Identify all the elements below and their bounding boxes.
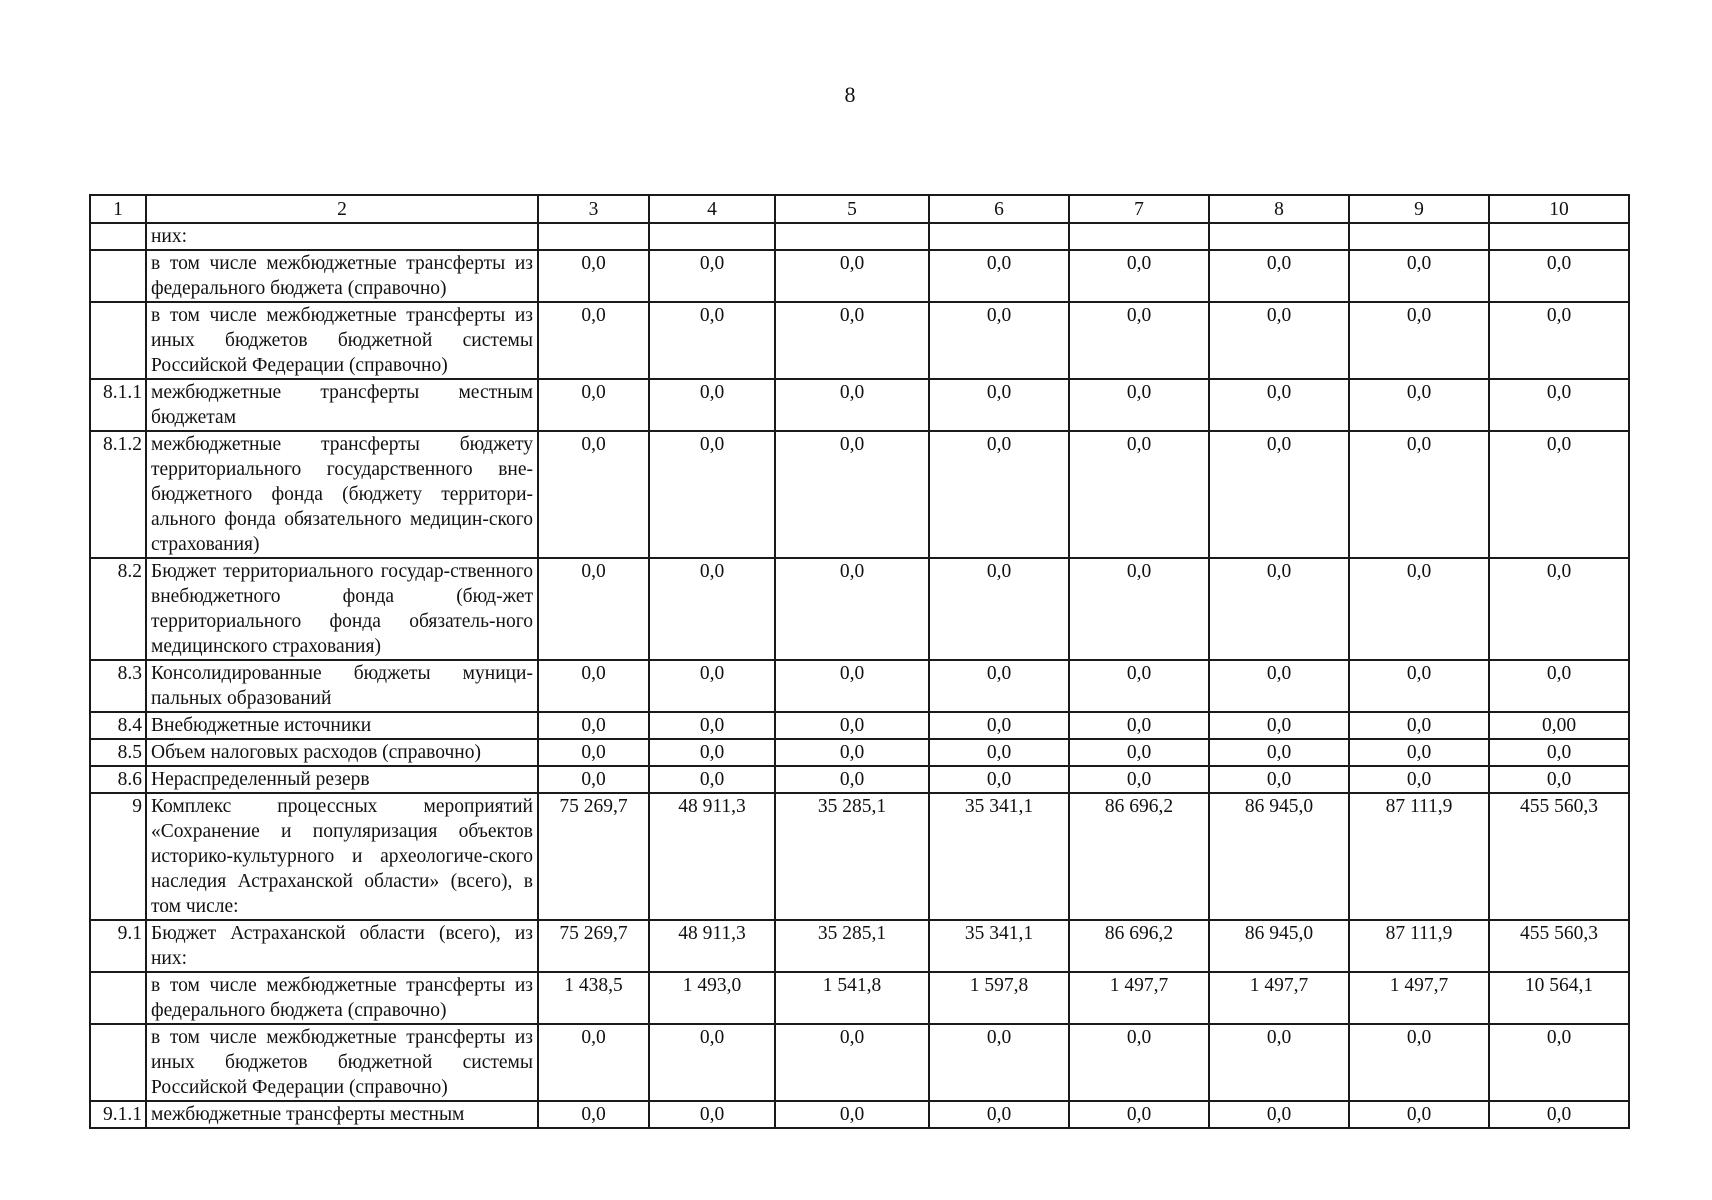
value-cell-col-3: 75 269,7 bbox=[538, 920, 649, 972]
value-cell-col-7: 0,0 bbox=[1069, 302, 1209, 379]
row-name: Внебюджетные источники bbox=[146, 712, 538, 739]
value-cell-col-9: 0,0 bbox=[1349, 379, 1489, 431]
value-cell-col-8: 0,0 bbox=[1209, 558, 1349, 660]
row-index: 9 bbox=[90, 793, 146, 920]
value-cell-col-8: 0,0 bbox=[1209, 766, 1349, 793]
row-name: Бюджет территориального государ-ственного внебюджетного фонда (бюд-жет территориального фонда обязатель-ного медицинского страхования) bbox=[146, 558, 538, 660]
page-number: 8 bbox=[844, 82, 856, 107]
budget-table bbox=[89, 194, 1630, 1129]
table-row bbox=[90, 223, 1629, 250]
value-cell-col-4: 0,0 bbox=[649, 431, 775, 558]
row-index: 9.1 bbox=[90, 920, 146, 972]
value-cell-col-4: 0,0 bbox=[649, 558, 775, 660]
value-cell-col-4 bbox=[649, 223, 775, 250]
table-row bbox=[90, 431, 1629, 558]
row-index bbox=[90, 302, 146, 379]
row-name: межбюджетные трансферты бюджету территориального государственного вне-бюджетного фонда (бюджету территори-ального фонда обязательного медицин-ского страхования) bbox=[146, 431, 538, 558]
value-cell-col-5: 35 285,1 bbox=[775, 793, 929, 920]
value-cell-col-6: 0,0 bbox=[929, 1101, 1069, 1128]
value-cell-col-10: 0,0 bbox=[1489, 1101, 1629, 1128]
value-cell-col-9: 0,0 bbox=[1349, 1024, 1489, 1101]
value-cell-col-9: 0,0 bbox=[1349, 660, 1489, 712]
value-cell-col-10: 0,0 bbox=[1489, 558, 1629, 660]
row-name: в том числе межбюджетные трансферты из иных бюджетов бюджетной системы Российской Федерации (справочно) bbox=[146, 302, 538, 379]
value-cell-col-10: 0,0 bbox=[1489, 302, 1629, 379]
table-body bbox=[90, 223, 1629, 1128]
value-cell-col-7: 86 696,2 bbox=[1069, 793, 1209, 920]
value-cell-col-4: 0,0 bbox=[649, 1101, 775, 1128]
value-cell-col-7: 0,0 bbox=[1069, 660, 1209, 712]
value-cell-col-3: 0,0 bbox=[538, 431, 649, 558]
value-cell-col-8: 0,0 bbox=[1209, 712, 1349, 739]
value-cell-col-3: 0,0 bbox=[538, 739, 649, 766]
row-index: 8.4 bbox=[90, 712, 146, 739]
row-name: них: bbox=[146, 223, 538, 250]
value-cell-col-4: 48 911,3 bbox=[649, 920, 775, 972]
value-cell-col-5: 0,0 bbox=[775, 660, 929, 712]
value-cell-col-6: 0,0 bbox=[929, 379, 1069, 431]
value-cell-col-8: 86 945,0 bbox=[1209, 920, 1349, 972]
value-cell-col-7: 0,0 bbox=[1069, 558, 1209, 660]
value-cell-col-5: 1 541,8 bbox=[775, 972, 929, 1024]
value-cell-col-5: 35 285,1 bbox=[775, 920, 929, 972]
value-cell-col-9: 0,0 bbox=[1349, 1101, 1489, 1128]
value-cell-col-9: 0,0 bbox=[1349, 766, 1489, 793]
column-header-1: 1 bbox=[90, 195, 146, 223]
row-index: 8.5 bbox=[90, 739, 146, 766]
row-name: межбюджетные трансферты местным бюджетам bbox=[146, 379, 538, 431]
table-row bbox=[90, 766, 1629, 793]
value-cell-col-9: 0,0 bbox=[1349, 712, 1489, 739]
value-cell-col-8: 0,0 bbox=[1209, 431, 1349, 558]
value-cell-col-5: 0,0 bbox=[775, 766, 929, 793]
value-cell-col-9: 87 111,9 bbox=[1349, 920, 1489, 972]
value-cell-col-6: 0,0 bbox=[929, 250, 1069, 302]
value-cell-col-3: 0,0 bbox=[538, 1101, 649, 1128]
value-cell-col-7: 0,0 bbox=[1069, 1024, 1209, 1101]
value-cell-col-7: 0,0 bbox=[1069, 250, 1209, 302]
value-cell-col-10: 0,0 bbox=[1489, 431, 1629, 558]
table-row bbox=[90, 712, 1629, 739]
value-cell-col-4: 0,0 bbox=[649, 739, 775, 766]
value-cell-col-5: 0,0 bbox=[775, 431, 929, 558]
value-cell-col-6: 35 341,1 bbox=[929, 920, 1069, 972]
value-cell-col-4: 0,0 bbox=[649, 1024, 775, 1101]
value-cell-col-8: 0,0 bbox=[1209, 1101, 1349, 1128]
value-cell-col-6: 35 341,1 bbox=[929, 793, 1069, 920]
value-cell-col-6 bbox=[929, 223, 1069, 250]
value-cell-col-5: 0,0 bbox=[775, 558, 929, 660]
value-cell-col-8: 0,0 bbox=[1209, 1024, 1349, 1101]
table-row bbox=[90, 660, 1629, 712]
value-cell-col-8: 0,0 bbox=[1209, 250, 1349, 302]
value-cell-col-7: 0,0 bbox=[1069, 712, 1209, 739]
value-cell-col-5: 0,0 bbox=[775, 302, 929, 379]
value-cell-col-3: 0,0 bbox=[538, 250, 649, 302]
value-cell-col-10: 0,0 bbox=[1489, 766, 1629, 793]
value-cell-col-4: 0,0 bbox=[649, 766, 775, 793]
value-cell-col-8: 1 497,7 bbox=[1209, 972, 1349, 1024]
value-cell-col-5: 0,0 bbox=[775, 1101, 929, 1128]
value-cell-col-4: 0,0 bbox=[649, 379, 775, 431]
row-name: Комплекс процессных мероприятий «Сохранение и популяризация объектов историко-культурного и археологиче-ского наследия Астраханской области» (всего), в том числе: bbox=[146, 793, 538, 920]
table-row bbox=[90, 379, 1629, 431]
value-cell-col-7: 0,0 bbox=[1069, 431, 1209, 558]
value-cell-col-7: 0,0 bbox=[1069, 1101, 1209, 1128]
value-cell-col-4: 1 493,0 bbox=[649, 972, 775, 1024]
row-name: Бюджет Астраханской области (всего), из них: bbox=[146, 920, 538, 972]
value-cell-col-3: 1 438,5 bbox=[538, 972, 649, 1024]
value-cell-col-9: 0,0 bbox=[1349, 302, 1489, 379]
value-cell-col-3: 0,0 bbox=[538, 660, 649, 712]
value-cell-col-5: 0,0 bbox=[775, 1024, 929, 1101]
value-cell-col-6: 0,0 bbox=[929, 302, 1069, 379]
value-cell-col-3: 0,0 bbox=[538, 379, 649, 431]
row-index bbox=[90, 972, 146, 1024]
value-cell-col-5: 0,0 bbox=[775, 250, 929, 302]
value-cell-col-10 bbox=[1489, 223, 1629, 250]
table-row bbox=[90, 739, 1629, 766]
value-cell-col-6: 0,0 bbox=[929, 558, 1069, 660]
table-header bbox=[90, 195, 1629, 223]
column-header-10: 10 bbox=[1489, 195, 1629, 223]
table-row bbox=[90, 920, 1629, 972]
value-cell-col-7: 0,0 bbox=[1069, 739, 1209, 766]
row-name: межбюджетные трансферты местным bbox=[146, 1101, 538, 1128]
table-row bbox=[90, 972, 1629, 1024]
column-header-9: 9 bbox=[1349, 195, 1489, 223]
row-index: 8.3 bbox=[90, 660, 146, 712]
value-cell-col-7 bbox=[1069, 223, 1209, 250]
row-index: 8.1.2 bbox=[90, 431, 146, 558]
value-cell-col-3: 0,0 bbox=[538, 558, 649, 660]
row-index: 8.6 bbox=[90, 766, 146, 793]
value-cell-col-5: 0,0 bbox=[775, 379, 929, 431]
value-cell-col-5: 0,0 bbox=[775, 739, 929, 766]
column-header-4: 4 bbox=[649, 195, 775, 223]
value-cell-col-9 bbox=[1349, 223, 1489, 250]
table-row bbox=[90, 793, 1629, 920]
value-cell-col-6: 0,0 bbox=[929, 660, 1069, 712]
value-cell-col-7: 0,0 bbox=[1069, 766, 1209, 793]
value-cell-col-10: 0,0 bbox=[1489, 660, 1629, 712]
row-index: 9.1.1 bbox=[90, 1101, 146, 1128]
value-cell-col-6: 0,0 bbox=[929, 712, 1069, 739]
value-cell-col-9: 0,0 bbox=[1349, 431, 1489, 558]
value-cell-col-9: 0,0 bbox=[1349, 739, 1489, 766]
row-name: Объем налоговых расходов (справочно) bbox=[146, 739, 538, 766]
value-cell-col-10: 455 560,3 bbox=[1489, 793, 1629, 920]
value-cell-col-3: 0,0 bbox=[538, 766, 649, 793]
value-cell-col-4: 0,0 bbox=[649, 660, 775, 712]
value-cell-col-9: 87 111,9 bbox=[1349, 793, 1489, 920]
value-cell-col-10: 0,0 bbox=[1489, 250, 1629, 302]
value-cell-col-3: 0,0 bbox=[538, 712, 649, 739]
value-cell-col-10: 0,0 bbox=[1489, 379, 1629, 431]
row-name: Консолидированные бюджеты муници-пальных образований bbox=[146, 660, 538, 712]
value-cell-col-8: 0,0 bbox=[1209, 379, 1349, 431]
value-cell-col-10: 10 564,1 bbox=[1489, 972, 1629, 1024]
value-cell-col-3: 0,0 bbox=[538, 1024, 649, 1101]
column-header-5: 5 bbox=[775, 195, 929, 223]
value-cell-col-7: 0,0 bbox=[1069, 379, 1209, 431]
table-row bbox=[90, 250, 1629, 302]
value-cell-col-10: 0,0 bbox=[1489, 1024, 1629, 1101]
value-cell-col-6: 0,0 bbox=[929, 1024, 1069, 1101]
row-index bbox=[90, 1024, 146, 1101]
value-cell-col-5 bbox=[775, 223, 929, 250]
row-name: в том числе межбюджетные трансферты из иных бюджетов бюджетной системы Российской Федерации (справочно) bbox=[146, 1024, 538, 1101]
value-cell-col-9: 0,0 bbox=[1349, 558, 1489, 660]
row-index: 8.2 bbox=[90, 558, 146, 660]
column-header-2: 2 bbox=[146, 195, 538, 223]
value-cell-col-6: 0,0 bbox=[929, 739, 1069, 766]
column-header-3: 3 bbox=[538, 195, 649, 223]
column-header-6: 6 bbox=[929, 195, 1069, 223]
table-row bbox=[90, 1101, 1629, 1128]
value-cell-col-4: 0,0 bbox=[649, 302, 775, 379]
value-cell-col-6: 0,0 bbox=[929, 431, 1069, 558]
value-cell-col-8: 0,0 bbox=[1209, 302, 1349, 379]
value-cell-col-9: 0,0 bbox=[1349, 250, 1489, 302]
value-cell-col-8: 0,0 bbox=[1209, 660, 1349, 712]
value-cell-col-4: 48 911,3 bbox=[649, 793, 775, 920]
value-cell-col-4: 0,0 bbox=[649, 712, 775, 739]
value-cell-col-3 bbox=[538, 223, 649, 250]
row-name: в том числе межбюджетные трансферты из федерального бюджета (справочно) bbox=[146, 972, 538, 1024]
value-cell-col-6: 1 597,8 bbox=[929, 972, 1069, 1024]
value-cell-col-7: 1 497,7 bbox=[1069, 972, 1209, 1024]
value-cell-col-10: 455 560,3 bbox=[1489, 920, 1629, 972]
row-index bbox=[90, 223, 146, 250]
value-cell-col-9: 1 497,7 bbox=[1349, 972, 1489, 1024]
table-row bbox=[90, 302, 1629, 379]
value-cell-col-8: 0,0 bbox=[1209, 739, 1349, 766]
header-row bbox=[90, 195, 1629, 223]
value-cell-col-3: 75 269,7 bbox=[538, 793, 649, 920]
row-index: 8.1.1 bbox=[90, 379, 146, 431]
value-cell-col-8: 86 945,0 bbox=[1209, 793, 1349, 920]
row-name: в том числе межбюджетные трансферты из федерального бюджета (справочно) bbox=[146, 250, 538, 302]
table-row bbox=[90, 1024, 1629, 1101]
value-cell-col-6: 0,0 bbox=[929, 766, 1069, 793]
value-cell-col-10: 0,00 bbox=[1489, 712, 1629, 739]
row-index bbox=[90, 250, 146, 302]
column-header-7: 7 bbox=[1069, 195, 1209, 223]
value-cell-col-4: 0,0 bbox=[649, 250, 775, 302]
column-header-8: 8 bbox=[1209, 195, 1349, 223]
value-cell-col-8 bbox=[1209, 223, 1349, 250]
value-cell-col-7: 86 696,2 bbox=[1069, 920, 1209, 972]
row-name: Нераспределенный резерв bbox=[146, 766, 538, 793]
value-cell-col-3: 0,0 bbox=[538, 302, 649, 379]
value-cell-col-10: 0,0 bbox=[1489, 739, 1629, 766]
value-cell-col-5: 0,0 bbox=[775, 712, 929, 739]
table-row bbox=[90, 558, 1629, 660]
